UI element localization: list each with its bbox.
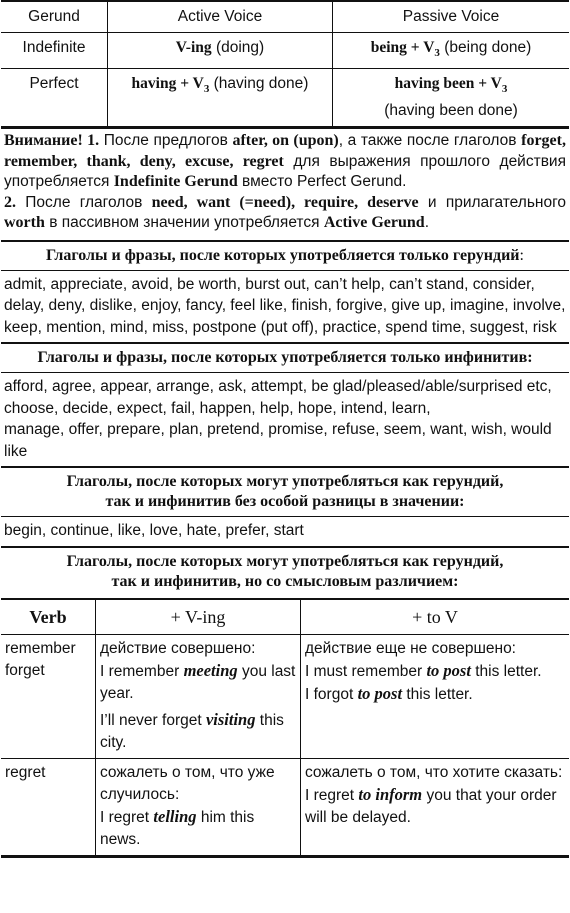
- section-heading-both-same: [0, 468, 570, 516]
- example-text: this letter.: [470, 662, 542, 680]
- to-v-example-2: [305, 683, 565, 706]
- attention-note: [0, 129, 570, 240]
- gerund-only-verbs: admit, appreciate, avoid, be worth, burst out, can’t help, can’t stand, consider, delay, deny, dislike, enjoy, fancy, feel like, finish, forgive, give up, imagine, involve, keep, mention, mind, miss, postpone (put off), practice, spend time, suggest, risk: [4, 275, 566, 336]
- note-bold-term: after, on (upon): [232, 132, 339, 150]
- indefinite-passive-form: being + V: [370, 39, 435, 56]
- note-paragraph-1: [4, 131, 566, 193]
- table-row-indefinite: [1, 33, 569, 69]
- v-ing-cell: [96, 758, 301, 855]
- gerund-only-heading-colon: :: [519, 246, 524, 264]
- infinitive-only-verbs-part1: afford, agree, appear, arrange, ask, attempt, be glad/pleased/able/surprised etc, choose, decide, expect, fail, happen, help, hope, intend, learn,: [4, 378, 552, 417]
- note-bold-term: Indefinite Gerund: [113, 173, 238, 191]
- perfect-active-cell: [108, 69, 333, 127]
- both-same-verbs: begin, continue, like, love, hate, prefer, start: [4, 522, 304, 540]
- v-ing-example-2: [100, 709, 296, 754]
- both-same-heading-line1: Глаголы, после которых могут употребляться как герундий,: [66, 473, 504, 491]
- divider: [1, 856, 569, 858]
- meaning-difference-table: [1, 598, 569, 856]
- indefinite-passive-subscript: 3: [434, 47, 440, 60]
- example-highlight: to post: [426, 660, 471, 680]
- both-same-heading-line2: так и инфинитив без особой разницы в значении:: [105, 493, 465, 511]
- example-text: you that your order will be delayed.: [305, 786, 557, 826]
- indefinite-active-example: (doing): [211, 39, 265, 56]
- table-header-row: [1, 1, 569, 33]
- v-ing-description: сожалеть о том, что уже случилось:: [100, 763, 275, 803]
- note-bold-term: forget, remember, thank, deny, excuse, regret: [4, 132, 566, 170]
- row-label-perfect: Perfect: [1, 69, 108, 127]
- indefinite-active-cell: [108, 33, 333, 69]
- to-v-example-1: [305, 784, 565, 829]
- header-gerund: Gerund: [1, 1, 108, 33]
- table-row-perfect: [1, 69, 569, 127]
- gerund-only-heading-text: Глаголы и фразы, после которых употребляется только герундий: [46, 246, 520, 264]
- table-row: [1, 634, 569, 758]
- note-bold-term: need, want (=need), require, deserve: [151, 193, 419, 211]
- note-text: вместо Perfect Gerund.: [237, 173, 407, 191]
- example-text: I must remember: [305, 662, 427, 680]
- example-text: him this news.: [100, 808, 255, 848]
- example-highlight: telling: [153, 806, 197, 826]
- header-v-ing: + V-ing: [96, 599, 301, 635]
- to-v-description: сожалеть о том, что хотите сказать:: [305, 763, 563, 781]
- perfect-passive-cell: [333, 69, 570, 127]
- header-verb: Verb: [1, 599, 96, 635]
- perfect-passive-subscript: 3: [501, 83, 508, 96]
- example-text: this letter.: [402, 685, 473, 703]
- verb-forget: forget: [5, 661, 45, 679]
- perfect-passive-form: having been + V: [394, 75, 502, 93]
- example-text: I regret: [305, 786, 359, 804]
- example-text: I regret: [100, 808, 154, 826]
- v-ing-cell: [96, 634, 301, 758]
- note-text: , а также после глаголов: [338, 132, 522, 150]
- v-ing-description: действие совершено:: [100, 639, 256, 657]
- header-active-voice: Active Voice: [108, 1, 333, 33]
- example-text: you last year.: [100, 662, 296, 702]
- indefinite-passive-cell: [333, 33, 570, 69]
- table-row: [1, 758, 569, 855]
- verb-regret: regret: [5, 763, 46, 781]
- perfect-passive-example: (having been done): [384, 102, 518, 120]
- indefinite-active-form: V-ing: [175, 39, 212, 56]
- example-text: I’ll never forget: [100, 711, 206, 729]
- header-to-v: + to V: [301, 599, 570, 635]
- note-text: и прилагательного: [418, 193, 567, 211]
- indefinite-passive-example: (being done): [439, 39, 532, 56]
- example-highlight: visiting: [205, 709, 256, 729]
- section-heading-both-different: [0, 548, 570, 598]
- example-text: I forgot: [305, 685, 358, 703]
- to-v-description: действие еще не совершено:: [305, 639, 516, 657]
- infinitive-only-verbs-part2: manage, offer, prepare, plan, pretend, promise, refuse, seem, want, wish, would like: [4, 421, 552, 460]
- table-header-row: [1, 599, 569, 635]
- to-v-example-1: [305, 660, 565, 683]
- to-v-cell: [301, 634, 570, 758]
- row-label-indefinite: Indefinite: [1, 33, 108, 69]
- header-passive-voice: Passive Voice: [333, 1, 570, 33]
- note-text: После предлогов: [99, 132, 233, 150]
- to-v-cell: [301, 758, 570, 855]
- section-heading-infinitive-only: Глаголы и фразы, после которых употребляется только инфинитив:: [37, 349, 533, 367]
- v-ing-example-1: [100, 806, 296, 851]
- perfect-active-form: having + V: [131, 75, 204, 93]
- both-different-heading-line2: так и инфинитив, но со смысловым различием:: [111, 572, 459, 590]
- both-different-heading-line1: Глаголы, после которых могут употребляться как герундий,: [66, 552, 504, 570]
- section-heading-gerund-only: [0, 242, 570, 270]
- gerund-forms-table: [1, 0, 569, 127]
- perfect-active-subscript: 3: [203, 83, 210, 96]
- example-highlight: to post: [357, 683, 403, 703]
- example-highlight: to inform: [358, 784, 423, 804]
- verb-remember: remember: [5, 639, 76, 657]
- note-bold-term: Внимание! 1.: [4, 132, 100, 150]
- note-bold-term: Active Gerund: [323, 214, 425, 232]
- note-paragraph-2: [4, 193, 566, 234]
- verb-cell: [1, 634, 96, 758]
- note-text: .: [424, 214, 429, 232]
- example-text: I remember: [100, 662, 184, 680]
- infinitive-only-verbs: [0, 373, 570, 466]
- note-bold-term: worth: [4, 214, 45, 232]
- note-text: для выражения прошлого действия употребляется: [4, 152, 566, 191]
- note-bold-term: 2.: [4, 193, 16, 211]
- note-text: После глаголов: [16, 193, 152, 211]
- example-text: this city.: [100, 711, 284, 751]
- example-highlight: meeting: [183, 660, 238, 680]
- verb-cell: [1, 758, 96, 855]
- v-ing-example-1: [100, 660, 296, 705]
- perfect-active-example: (having done): [209, 75, 309, 93]
- note-text: в пассивном значении употребляется: [44, 214, 324, 232]
